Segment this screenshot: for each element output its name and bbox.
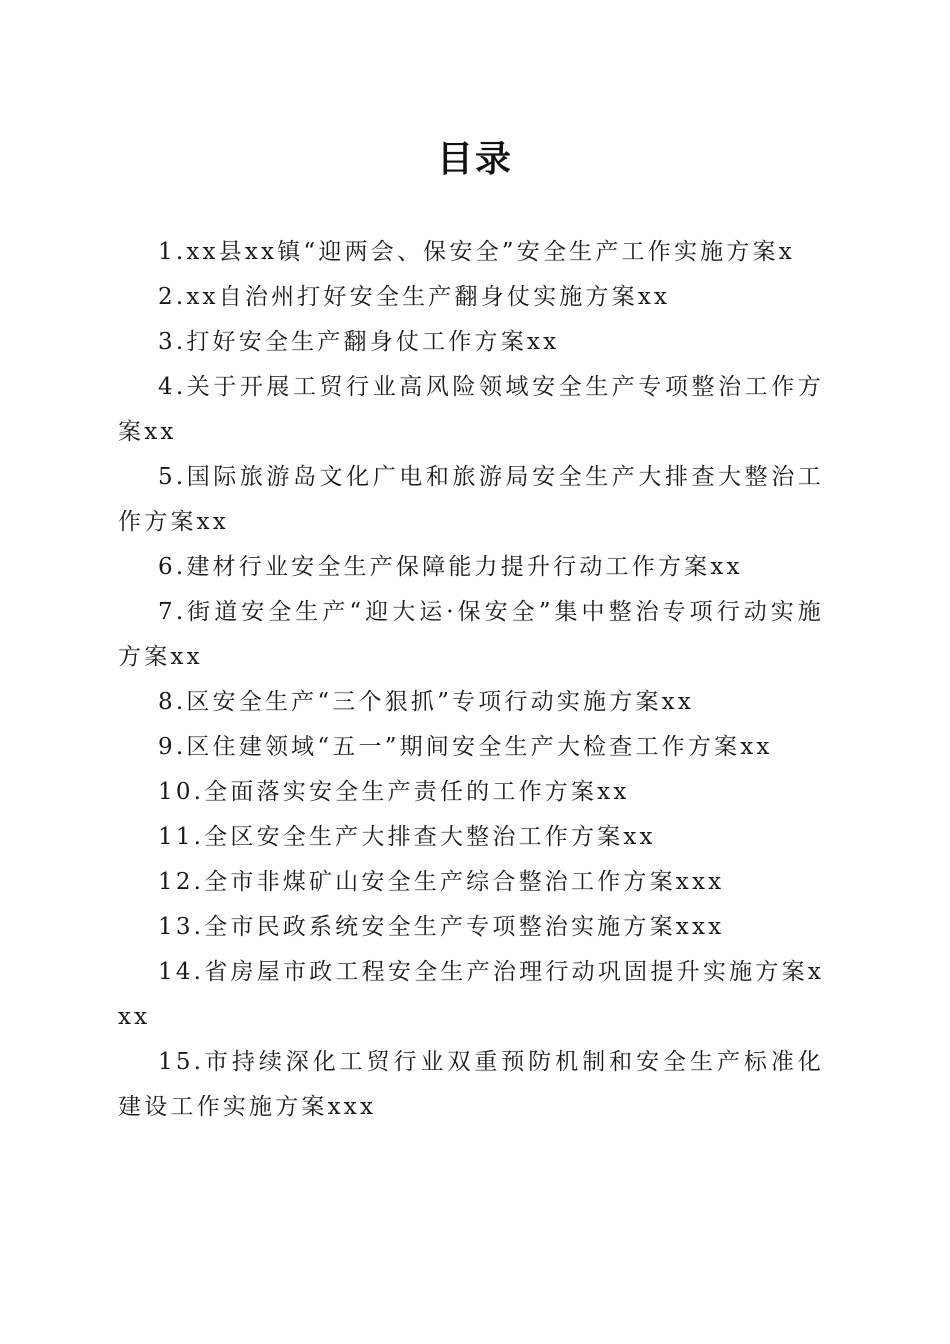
toc-entry-12: 12.全市非煤矿山安全生产综合整治工作方案xxx: [158, 869, 725, 895]
page-title: 目录: [436, 138, 513, 180]
toc-entry-2: 2.xx自治州打好安全生产翻身仗实施方案xx: [158, 284, 671, 310]
toc-entry-1: 1.xx县xx镇“迎两会、保安全”安全生产工作实施方案x: [158, 239, 795, 265]
toc-entry-9: 9.区住建领域“五一”期间安全生产大检查工作方案xx: [158, 734, 773, 760]
toc-entry-6: 6.建材行业安全生产保障能力提升行动工作方案xx: [158, 554, 743, 580]
toc-entry-11: 11.全区安全生产大排查大整治工作方案xx: [158, 824, 656, 850]
toc-entry-7: 7.街道安全生产“迎大运·保安全”集中整治专项行动实施方案xx: [118, 599, 824, 670]
toc-entry-13: 13.全市民政系统安全生产专项整治实施方案xxx: [158, 914, 725, 940]
toc-entry-15: 15.市持续深化工贸行业双重预防机制和安全生产标准化建设工作实施方案xxx: [118, 1049, 824, 1120]
table-of-contents: [118, 230, 824, 1130]
toc-entry-4: 4.关于开展工贸行业高风险领域安全生产专项整治工作方案xx: [118, 374, 824, 445]
toc-entry-3: 3.打好安全生产翻身仗工作方案xx: [158, 329, 560, 355]
toc-entry-14: 14.省房屋市政工程安全生产治理行动巩固提升实施方案xxx: [118, 959, 824, 1030]
toc-entry-5: 5.国际旅游岛文化广电和旅游局安全生产大排查大整治工作方案xx: [118, 464, 824, 535]
toc-entry-8: 8.区安全生产“三个狠抓”专项行动实施方案xx: [158, 689, 695, 715]
toc-entry-10: 10.全面落实安全生产责任的工作方案xx: [158, 779, 630, 805]
